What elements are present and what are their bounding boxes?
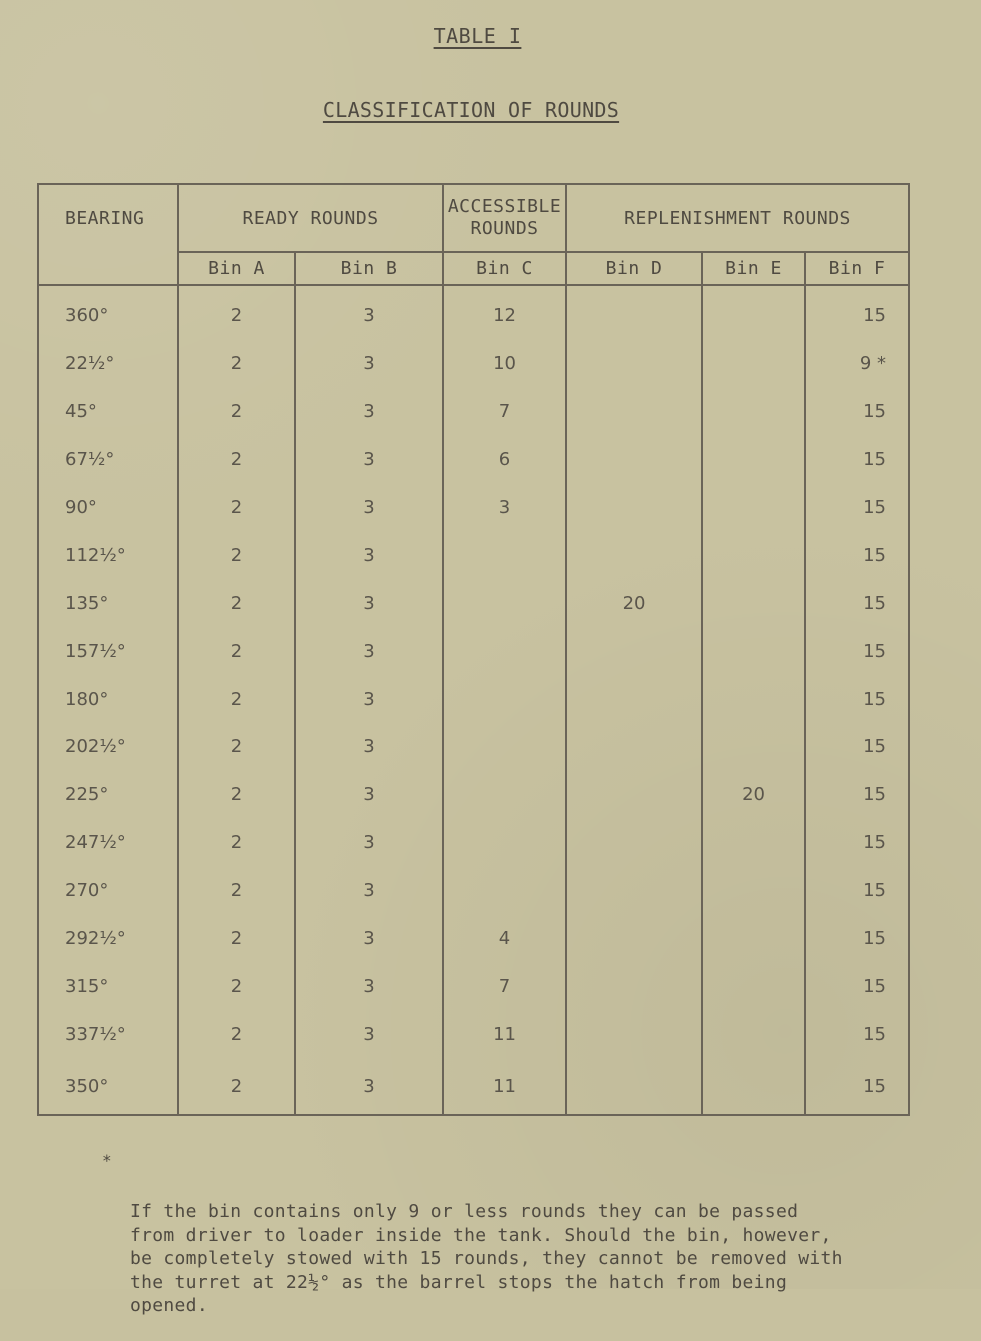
bin-a-cell: 2 [178, 962, 295, 1010]
bin-b-cell: 3 [295, 531, 443, 579]
bearing-cell: 292½° [38, 915, 178, 963]
bearing-cell: 270° [38, 867, 178, 915]
bin-a-cell: 2 [178, 723, 295, 771]
header-bin-e: Bin E [702, 252, 805, 285]
bin-e-cell [702, 436, 805, 484]
page-subtitle: CLASSIFICATION OF ROUNDS [322, 98, 620, 122]
bearing-cell: 112½° [38, 531, 178, 579]
table-row [38, 819, 909, 867]
bearing-cell: 22½° [38, 340, 178, 388]
header-bin-f: Bin F [805, 252, 909, 285]
header-accessible-rounds [443, 184, 566, 252]
bin-b-cell: 3 [295, 1010, 443, 1058]
header-accessible-line2: ROUNDS [470, 218, 539, 239]
bearing-cell: 247½° [38, 819, 178, 867]
header-bin-b: Bin B [295, 252, 443, 285]
bin-c-cell [443, 531, 566, 579]
bearing-cell: 315° [38, 962, 178, 1010]
header-replenishment-rounds: REPLENISHMENT ROUNDS [566, 184, 909, 252]
bin-a-cell: 2 [178, 484, 295, 532]
page-title: TABLE I [433, 24, 522, 48]
bin-d-cell [566, 771, 702, 819]
bin-f-cell: 15 [805, 531, 909, 579]
bin-b-cell: 3 [295, 915, 443, 963]
bin-e-cell [702, 723, 805, 771]
classification-table [37, 183, 910, 1116]
bin-d-cell [566, 285, 702, 340]
footnote-text: If the bin contains only 9 or less rounds they can be passed from driver to loader inside the tank. Should the bin, however, be completely stowed with 15 rounds, they cannot be removed with the turret at 22½° as the barrel stops the hatch from being opened. [130, 1201, 843, 1316]
bin-f-cell: 15 [805, 436, 909, 484]
header-group-row [38, 184, 909, 252]
bin-d-cell [566, 340, 702, 388]
table-row [38, 1058, 909, 1115]
bin-a-cell: 2 [178, 579, 295, 627]
bin-c-cell: 6 [443, 436, 566, 484]
header-bin-c: Bin C [443, 252, 566, 285]
bin-a-cell: 2 [178, 1058, 295, 1115]
bin-e-cell [702, 627, 805, 675]
table-row [38, 436, 909, 484]
bin-e-cell [702, 579, 805, 627]
table-row [38, 723, 909, 771]
bin-d-cell [566, 1058, 702, 1115]
bearing-cell: 202½° [38, 723, 178, 771]
bin-b-cell: 3 [295, 962, 443, 1010]
bin-d-cell [566, 484, 702, 532]
bin-a-cell: 2 [178, 819, 295, 867]
table-row [38, 962, 909, 1010]
bin-b-cell: 3 [295, 579, 443, 627]
bin-f-cell: 9 * [805, 340, 909, 388]
table-row [38, 285, 909, 340]
bin-b-cell: 3 [295, 484, 443, 532]
bin-a-cell: 2 [178, 675, 295, 723]
bin-f-cell: 15 [805, 579, 909, 627]
bin-a-cell: 2 [178, 388, 295, 436]
bin-c-cell [443, 819, 566, 867]
bin-d-cell [566, 867, 702, 915]
bin-f-cell: 15 [805, 819, 909, 867]
table-row [38, 627, 909, 675]
bin-f-cell: 15 [805, 867, 909, 915]
table-row [38, 340, 909, 388]
bin-c-cell [443, 771, 566, 819]
bin-a-cell: 2 [178, 340, 295, 388]
bin-e-cell [702, 819, 805, 867]
bin-a-cell: 2 [178, 531, 295, 579]
bin-f-cell: 15 [805, 675, 909, 723]
header-bin-a: Bin A [178, 252, 295, 285]
bin-b-cell: 3 [295, 340, 443, 388]
bearing-cell: 360° [38, 285, 178, 340]
bin-e-cell [702, 340, 805, 388]
bin-a-cell: 2 [178, 915, 295, 963]
bearing-cell: 45° [38, 388, 178, 436]
bin-c-cell [443, 867, 566, 915]
bin-b-cell: 3 [295, 436, 443, 484]
table-body [38, 285, 909, 1115]
table-row [38, 1010, 909, 1058]
bin-b-cell: 3 [295, 819, 443, 867]
bin-d-cell [566, 819, 702, 867]
bin-d-cell [566, 723, 702, 771]
bin-f-cell: 15 [805, 1058, 909, 1115]
bin-a-cell: 2 [178, 1010, 295, 1058]
bin-c-cell [443, 723, 566, 771]
bin-c-cell [443, 627, 566, 675]
bin-e-cell [702, 962, 805, 1010]
bin-f-cell: 15 [805, 484, 909, 532]
bin-f-cell: 15 [805, 285, 909, 340]
header-bin-row [38, 252, 909, 285]
bin-c-cell: 7 [443, 388, 566, 436]
bin-b-cell: 3 [295, 867, 443, 915]
bin-c-cell: 12 [443, 285, 566, 340]
bin-c-cell: 3 [443, 484, 566, 532]
bin-c-cell: 7 [443, 962, 566, 1010]
bin-b-cell: 3 [295, 675, 443, 723]
bin-a-cell: 2 [178, 771, 295, 819]
bin-c-cell [443, 579, 566, 627]
bin-d-cell [566, 675, 702, 723]
bin-e-cell [702, 675, 805, 723]
header-bearing: BEARING [38, 184, 178, 252]
bin-d-cell [566, 436, 702, 484]
bin-d-cell [566, 915, 702, 963]
table-row [38, 531, 909, 579]
bin-c-cell: 11 [443, 1058, 566, 1115]
bin-e-cell [702, 867, 805, 915]
bin-f-cell: 15 [805, 388, 909, 436]
bin-b-cell: 3 [295, 723, 443, 771]
bin-d-cell: 20 [566, 579, 702, 627]
bearing-cell: 337½° [38, 1010, 178, 1058]
footnote-asterisk: * [102, 1151, 112, 1170]
bin-c-cell: 10 [443, 340, 566, 388]
bearing-cell: 350° [38, 1058, 178, 1115]
bin-b-cell: 3 [295, 285, 443, 340]
bearing-cell: 180° [38, 675, 178, 723]
bin-f-cell: 15 [805, 771, 909, 819]
bin-c-cell: 11 [443, 1010, 566, 1058]
header-accessible-line1: ACCESSIBLE [447, 196, 562, 217]
table-row [38, 915, 909, 963]
bin-e-cell [702, 388, 805, 436]
bin-c-cell [443, 675, 566, 723]
table-row [38, 484, 909, 532]
table-row [38, 675, 909, 723]
bearing-cell: 135° [38, 579, 178, 627]
table-row [38, 579, 909, 627]
table-row [38, 771, 909, 819]
bin-e-cell [702, 484, 805, 532]
bin-d-cell [566, 627, 702, 675]
bearing-cell: 225° [38, 771, 178, 819]
bin-e-cell [702, 1010, 805, 1058]
bin-f-cell: 15 [805, 627, 909, 675]
bin-b-cell: 3 [295, 1058, 443, 1115]
bin-e-cell [702, 285, 805, 340]
bin-e-cell [702, 1058, 805, 1115]
bin-f-cell: 15 [805, 915, 909, 963]
bin-d-cell [566, 531, 702, 579]
bearing-cell: 67½° [38, 436, 178, 484]
bin-c-cell: 4 [443, 915, 566, 963]
header-bin-d: Bin D [566, 252, 702, 285]
bin-f-cell: 15 [805, 962, 909, 1010]
bin-e-cell [702, 915, 805, 963]
bin-e-cell: 20 [702, 771, 805, 819]
bin-f-cell: 15 [805, 723, 909, 771]
bin-d-cell [566, 962, 702, 1010]
bin-b-cell: 3 [295, 627, 443, 675]
footnote [104, 1153, 924, 1341]
bin-a-cell: 2 [178, 285, 295, 340]
header-bearing-continued [38, 252, 178, 285]
bin-d-cell [566, 1010, 702, 1058]
bin-b-cell: 3 [295, 771, 443, 819]
bin-d-cell [566, 388, 702, 436]
bin-f-cell: 15 [805, 1010, 909, 1058]
bearing-cell: 157½° [38, 627, 178, 675]
bin-a-cell: 2 [178, 627, 295, 675]
classification-table-container [37, 183, 908, 1108]
table-row [38, 867, 909, 915]
bin-a-cell: 2 [178, 867, 295, 915]
table-row [38, 388, 909, 436]
bin-e-cell [702, 531, 805, 579]
header-ready-rounds: READY ROUNDS [178, 184, 443, 252]
bin-a-cell: 2 [178, 436, 295, 484]
bin-b-cell: 3 [295, 388, 443, 436]
bearing-cell: 90° [38, 484, 178, 532]
